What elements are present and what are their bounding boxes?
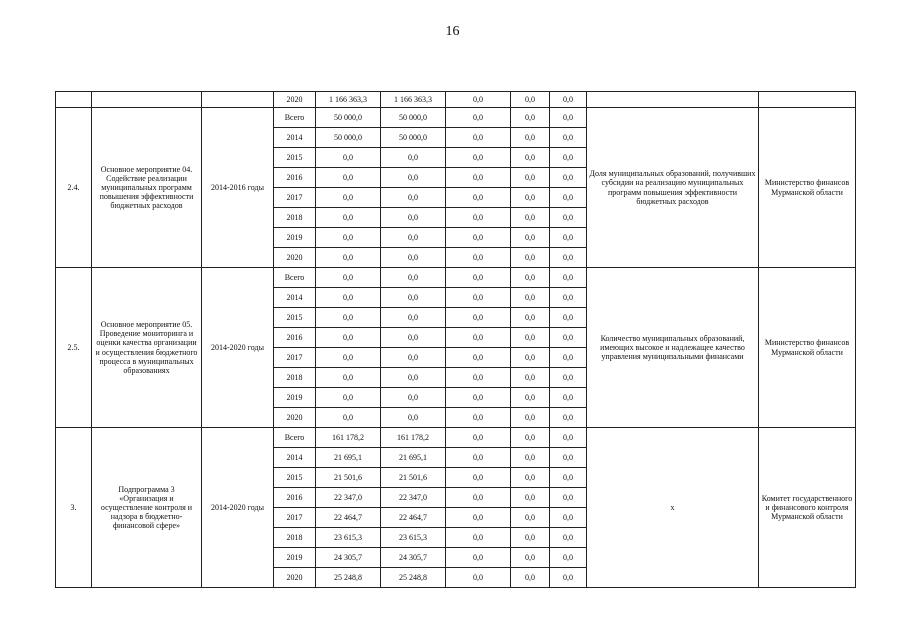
municipal-cell: 0,0 [511, 92, 550, 108]
regional-cell: 23 615,3 [381, 528, 446, 548]
section-name: Основное мероприятие 05. Проведение мониторинга и оценки качества организации и осуществления бюджетного процесса в муниципальных образованиях [92, 268, 202, 428]
year-cell: Всего [274, 268, 316, 288]
municipal-cell: 0,0 [511, 348, 550, 368]
section-indicator: х [587, 428, 759, 588]
municipal-cell: 0,0 [511, 508, 550, 528]
other-cell: 0,0 [550, 128, 587, 148]
municipal-cell: 0,0 [511, 548, 550, 568]
municipal-cell: 0,0 [511, 488, 550, 508]
regional-cell: 24 305,7 [381, 548, 446, 568]
total-cell: 0,0 [316, 268, 381, 288]
federal-cell: 0,0 [446, 268, 511, 288]
total-cell: 0,0 [316, 408, 381, 428]
total-cell: 0,0 [316, 208, 381, 228]
year-cell: 2019 [274, 388, 316, 408]
regional-cell: 25 248,8 [381, 568, 446, 588]
municipal-cell: 0,0 [511, 168, 550, 188]
section-indicator: Количество муниципальных образований, имеющих высокое и надлежащее качество управления муниципальными финансами [587, 268, 759, 428]
regional-cell: 0,0 [381, 348, 446, 368]
federal-cell: 0,0 [446, 228, 511, 248]
number-cell [56, 92, 92, 108]
federal-cell: 0,0 [446, 328, 511, 348]
table-body [56, 92, 856, 588]
executor-cell [759, 92, 856, 108]
section-executor: Министерство финансов Мурманской области [759, 108, 856, 268]
federal-cell: 0,0 [446, 128, 511, 148]
total-cell: 24 305,7 [316, 548, 381, 568]
regional-cell: 0,0 [381, 368, 446, 388]
section-period: 2014-2020 годы [202, 428, 274, 588]
federal-cell: 0,0 [446, 488, 511, 508]
year-cell: 2014 [274, 288, 316, 308]
other-cell: 0,0 [550, 92, 587, 108]
year-cell: 2020 [274, 408, 316, 428]
year-cell: 2020 [274, 92, 316, 108]
total-cell: 0,0 [316, 248, 381, 268]
municipal-cell: 0,0 [511, 188, 550, 208]
regional-cell: 0,0 [381, 388, 446, 408]
other-cell: 0,0 [550, 348, 587, 368]
federal-cell: 0,0 [446, 428, 511, 448]
federal-cell: 0,0 [446, 168, 511, 188]
other-cell: 0,0 [550, 168, 587, 188]
federal-cell: 0,0 [446, 108, 511, 128]
total-cell: 0,0 [316, 228, 381, 248]
municipal-cell: 0,0 [511, 468, 550, 488]
federal-cell: 0,0 [446, 208, 511, 228]
table-row [56, 268, 856, 288]
other-cell: 0,0 [550, 548, 587, 568]
total-cell: 1 166 363,3 [316, 92, 381, 108]
municipal-cell: 0,0 [511, 388, 550, 408]
total-cell: 0,0 [316, 148, 381, 168]
other-cell: 0,0 [550, 288, 587, 308]
table-row [56, 108, 856, 128]
other-cell: 0,0 [550, 448, 587, 468]
section-executor: Комитет государственного и финансового контроля Мурманской области [759, 428, 856, 588]
municipal-cell: 0,0 [511, 408, 550, 428]
municipal-cell: 0,0 [511, 288, 550, 308]
year-cell: 2018 [274, 528, 316, 548]
other-cell: 0,0 [550, 428, 587, 448]
federal-cell: 0,0 [446, 248, 511, 268]
total-cell: 50 000,0 [316, 108, 381, 128]
federal-cell: 0,0 [446, 468, 511, 488]
other-cell: 0,0 [550, 268, 587, 288]
regional-cell: 0,0 [381, 228, 446, 248]
other-cell: 0,0 [550, 368, 587, 388]
total-cell: 50 000,0 [316, 128, 381, 148]
other-cell: 0,0 [550, 308, 587, 328]
total-cell: 25 248,8 [316, 568, 381, 588]
municipal-cell: 0,0 [511, 108, 550, 128]
federal-cell: 0,0 [446, 368, 511, 388]
year-cell: Всего [274, 428, 316, 448]
regional-cell: 0,0 [381, 148, 446, 168]
federal-cell: 0,0 [446, 548, 511, 568]
federal-cell: 0,0 [446, 568, 511, 588]
municipal-cell: 0,0 [511, 148, 550, 168]
municipal-cell: 0,0 [511, 428, 550, 448]
municipal-cell: 0,0 [511, 228, 550, 248]
continuation-row [56, 92, 856, 108]
section-indicator: Доля муниципальных образований, получивших субсидии на реализацию муниципальных программ повышения эффективности бюджетных расходов [587, 108, 759, 268]
section-executor: Министерство финансов Мурманской области [759, 268, 856, 428]
year-cell: 2020 [274, 568, 316, 588]
federal-cell: 0,0 [446, 188, 511, 208]
federal-cell: 0,0 [446, 348, 511, 368]
municipal-cell: 0,0 [511, 448, 550, 468]
regional-cell: 0,0 [381, 288, 446, 308]
section-period: 2014-2016 годы [202, 108, 274, 268]
year-cell: 2015 [274, 308, 316, 328]
other-cell: 0,0 [550, 148, 587, 168]
total-cell: 0,0 [316, 328, 381, 348]
total-cell: 21 695,1 [316, 448, 381, 468]
year-cell: 2018 [274, 368, 316, 388]
municipal-cell: 0,0 [511, 308, 550, 328]
total-cell: 0,0 [316, 168, 381, 188]
year-cell: 2014 [274, 128, 316, 148]
year-cell: 2017 [274, 348, 316, 368]
budget-table [55, 91, 856, 588]
year-cell: 2016 [274, 168, 316, 188]
section-name: Основное мероприятие 04. Содействие реализации муниципальных программ повышения эффективности бюджетных расходов [92, 108, 202, 268]
federal-cell: 0,0 [446, 508, 511, 528]
section-name: Подпрограмма 3 «Организация и осуществление контроля и надзора в бюджетно-финансовой сфере» [92, 428, 202, 588]
municipal-cell: 0,0 [511, 328, 550, 348]
other-cell: 0,0 [550, 328, 587, 348]
regional-cell: 22 347,0 [381, 488, 446, 508]
regional-cell: 50 000,0 [381, 128, 446, 148]
year-cell: 2019 [274, 228, 316, 248]
regional-cell: 0,0 [381, 168, 446, 188]
total-cell: 0,0 [316, 388, 381, 408]
total-cell: 0,0 [316, 368, 381, 388]
other-cell: 0,0 [550, 528, 587, 548]
regional-cell: 0,0 [381, 188, 446, 208]
total-cell: 22 347,0 [316, 488, 381, 508]
section-number: 3. [56, 428, 92, 588]
other-cell: 0,0 [550, 508, 587, 528]
regional-cell: 161 178,2 [381, 428, 446, 448]
federal-cell: 0,0 [446, 288, 511, 308]
regional-cell: 21 501,6 [381, 468, 446, 488]
year-cell: 2017 [274, 508, 316, 528]
other-cell: 0,0 [550, 468, 587, 488]
section-period: 2014-2020 годы [202, 268, 274, 428]
year-cell: 2016 [274, 328, 316, 348]
regional-cell: 0,0 [381, 308, 446, 328]
period-cell [202, 92, 274, 108]
regional-cell: 22 464,7 [381, 508, 446, 528]
municipal-cell: 0,0 [511, 208, 550, 228]
indicator-cell [587, 92, 759, 108]
other-cell: 0,0 [550, 488, 587, 508]
municipal-cell: 0,0 [511, 128, 550, 148]
total-cell: 0,0 [316, 188, 381, 208]
federal-cell: 0,0 [446, 528, 511, 548]
other-cell: 0,0 [550, 188, 587, 208]
municipal-cell: 0,0 [511, 248, 550, 268]
page-number: 16 [445, 24, 460, 39]
table-row [56, 428, 856, 448]
total-cell: 23 615,3 [316, 528, 381, 548]
other-cell: 0,0 [550, 108, 587, 128]
section-number: 2.4. [56, 108, 92, 268]
year-cell: 2017 [274, 188, 316, 208]
federal-cell: 0,0 [446, 92, 511, 108]
regional-cell: 21 695,1 [381, 448, 446, 468]
total-cell: 21 501,6 [316, 468, 381, 488]
other-cell: 0,0 [550, 248, 587, 268]
federal-cell: 0,0 [446, 448, 511, 468]
year-cell: 2018 [274, 208, 316, 228]
federal-cell: 0,0 [446, 148, 511, 168]
other-cell: 0,0 [550, 228, 587, 248]
total-cell: 161 178,2 [316, 428, 381, 448]
total-cell: 0,0 [316, 308, 381, 328]
year-cell: 2020 [274, 248, 316, 268]
total-cell: 0,0 [316, 288, 381, 308]
year-cell: 2015 [274, 468, 316, 488]
municipal-cell: 0,0 [511, 528, 550, 548]
other-cell: 0,0 [550, 408, 587, 428]
year-cell: Всего [274, 108, 316, 128]
other-cell: 0,0 [550, 388, 587, 408]
federal-cell: 0,0 [446, 388, 511, 408]
federal-cell: 0,0 [446, 408, 511, 428]
municipal-cell: 0,0 [511, 568, 550, 588]
section-number: 2.5. [56, 268, 92, 428]
regional-cell: 0,0 [381, 268, 446, 288]
municipal-cell: 0,0 [511, 268, 550, 288]
name-cell [92, 92, 202, 108]
total-cell: 0,0 [316, 348, 381, 368]
regional-cell: 0,0 [381, 408, 446, 428]
regional-cell: 0,0 [381, 248, 446, 268]
total-cell: 22 464,7 [316, 508, 381, 528]
federal-cell: 0,0 [446, 308, 511, 328]
regional-cell: 0,0 [381, 328, 446, 348]
municipal-cell: 0,0 [511, 368, 550, 388]
year-cell: 2015 [274, 148, 316, 168]
year-cell: 2019 [274, 548, 316, 568]
other-cell: 0,0 [550, 208, 587, 228]
regional-cell: 1 166 363,3 [381, 92, 446, 108]
other-cell: 0,0 [550, 568, 587, 588]
regional-cell: 50 000,0 [381, 108, 446, 128]
year-cell: 2014 [274, 448, 316, 468]
year-cell: 2016 [274, 488, 316, 508]
regional-cell: 0,0 [381, 208, 446, 228]
